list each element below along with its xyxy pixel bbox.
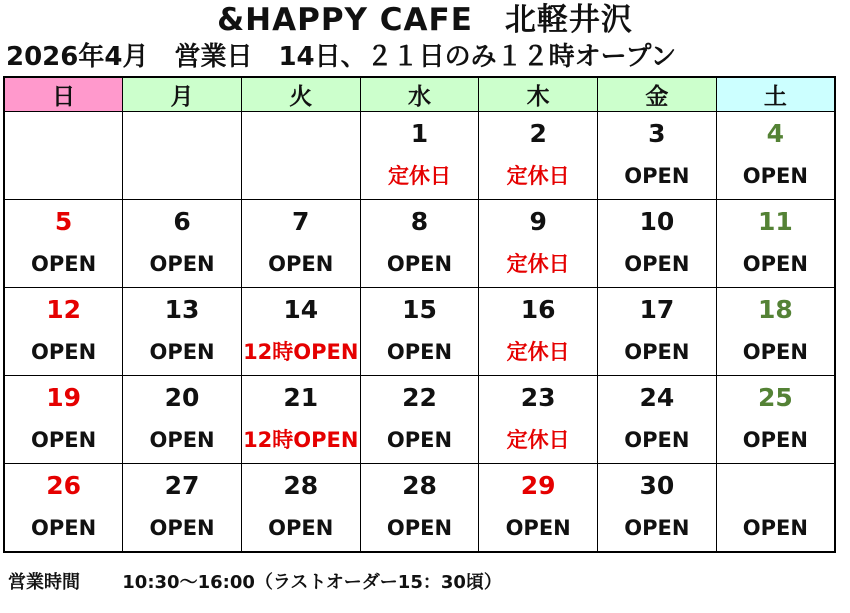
day-cell bbox=[598, 288, 717, 376]
day-cell bbox=[479, 464, 598, 553]
day-number: 13 bbox=[164, 295, 200, 325]
day-cell bbox=[4, 112, 123, 200]
day-cell bbox=[716, 376, 835, 464]
day-status: OPEN bbox=[742, 516, 808, 541]
day-number: 30 bbox=[639, 471, 675, 501]
day-number: 22 bbox=[402, 383, 437, 413]
day-number: 21 bbox=[283, 383, 319, 413]
page-title: &HAPPY CAFE 北軽井沢 bbox=[217, 2, 633, 38]
day-number: 27 bbox=[164, 471, 200, 501]
day-number: 17 bbox=[639, 295, 675, 325]
business-hours-label: 営業時間 bbox=[8, 572, 80, 594]
day-status: OPEN bbox=[742, 252, 808, 277]
day-status: OPEN bbox=[624, 252, 690, 277]
day-cell bbox=[716, 288, 835, 376]
day-number: 12 bbox=[46, 295, 81, 325]
day-status: OPEN bbox=[624, 516, 690, 541]
day-status: OPEN bbox=[624, 164, 690, 189]
day-number: 28 bbox=[402, 471, 437, 501]
day-status: 定休日 bbox=[387, 164, 451, 189]
day-cell bbox=[123, 112, 242, 200]
weekday-header-3: 火 bbox=[241, 77, 360, 112]
day-number: 4 bbox=[766, 119, 785, 149]
day-cell bbox=[4, 464, 123, 553]
day-cell bbox=[123, 376, 242, 464]
calendar-subtitle: 2026年4月 営業日 14日、２１日のみ１２時オープン bbox=[6, 42, 677, 73]
day-status: 12時OPEN bbox=[243, 428, 359, 453]
business-hours bbox=[8, 568, 850, 594]
day-cell bbox=[241, 112, 360, 200]
day-number: 14 bbox=[283, 295, 319, 325]
day-status: OPEN bbox=[386, 252, 453, 277]
day-cell bbox=[123, 464, 242, 553]
calendar-table bbox=[3, 76, 836, 553]
day-status: 定休日 bbox=[506, 252, 570, 277]
calendar-week-4 bbox=[4, 376, 835, 464]
day-cell bbox=[716, 200, 835, 288]
day-cell bbox=[479, 112, 598, 200]
day-number: 11 bbox=[757, 207, 793, 237]
weekday-header-1: 日 bbox=[4, 77, 123, 112]
weekday-header-5: 木 bbox=[479, 77, 598, 112]
day-status: OPEN bbox=[268, 516, 334, 541]
day-status: OPEN bbox=[624, 428, 690, 453]
day-number: 25 bbox=[757, 383, 793, 413]
day-status: OPEN bbox=[386, 340, 453, 365]
calendar-week-5 bbox=[4, 464, 835, 553]
day-cell bbox=[360, 288, 479, 376]
day-number: 18 bbox=[757, 295, 793, 325]
day-status: 定休日 bbox=[506, 164, 570, 189]
day-cell bbox=[4, 200, 123, 288]
day-status: OPEN bbox=[386, 516, 453, 541]
day-number: 1 bbox=[410, 119, 429, 149]
day-number bbox=[123, 121, 241, 147]
day-status: OPEN bbox=[31, 252, 97, 277]
day-status: OPEN bbox=[31, 340, 97, 365]
weekday-header-row bbox=[4, 77, 835, 112]
day-cell bbox=[479, 288, 598, 376]
day-cell bbox=[716, 112, 835, 200]
day-status: 定休日 bbox=[506, 340, 570, 365]
day-status: OPEN bbox=[742, 340, 808, 365]
business-hours-value: 10:30～16:00（ラストオーダー15：30頃） bbox=[122, 572, 502, 594]
day-cell bbox=[598, 200, 717, 288]
day-cell bbox=[598, 464, 717, 553]
day-number bbox=[717, 473, 834, 499]
calendar-week-1 bbox=[4, 112, 835, 200]
day-status: OPEN bbox=[742, 164, 808, 189]
day-number: 7 bbox=[292, 207, 310, 237]
day-number: 28 bbox=[283, 471, 319, 501]
day-number: 19 bbox=[46, 383, 81, 413]
weekday-header-6: 金 bbox=[598, 77, 717, 112]
calendar-week-3 bbox=[4, 288, 835, 376]
calendar-week-2 bbox=[4, 200, 835, 288]
day-cell bbox=[241, 376, 360, 464]
day-number: 16 bbox=[520, 295, 556, 325]
day-number: 15 bbox=[402, 295, 437, 325]
day-number: 3 bbox=[648, 119, 666, 149]
day-status: OPEN bbox=[31, 516, 97, 541]
day-number: 20 bbox=[164, 383, 200, 413]
day-cell bbox=[360, 464, 479, 553]
day-number bbox=[242, 121, 360, 147]
day-cell bbox=[123, 200, 242, 288]
day-status: OPEN bbox=[149, 340, 215, 365]
day-cell bbox=[241, 200, 360, 288]
day-status: OPEN bbox=[149, 516, 215, 541]
day-status: OPEN bbox=[386, 428, 453, 453]
day-cell bbox=[123, 288, 242, 376]
day-number: 8 bbox=[410, 207, 429, 237]
day-number: 2 bbox=[529, 119, 547, 149]
day-cell bbox=[241, 464, 360, 553]
day-cell bbox=[598, 112, 717, 200]
day-cell bbox=[360, 200, 479, 288]
day-status: OPEN bbox=[742, 428, 808, 453]
day-status: OPEN bbox=[149, 252, 215, 277]
day-cell bbox=[598, 376, 717, 464]
day-status: 12時OPEN bbox=[243, 340, 359, 365]
day-number: 26 bbox=[46, 471, 81, 501]
day-status: OPEN bbox=[624, 340, 690, 365]
day-number: 29 bbox=[520, 471, 556, 501]
day-number: 6 bbox=[173, 207, 191, 237]
day-cell bbox=[479, 200, 598, 288]
day-status: OPEN bbox=[149, 428, 215, 453]
day-cell bbox=[4, 376, 123, 464]
day-number bbox=[5, 121, 122, 147]
day-status: OPEN bbox=[268, 252, 334, 277]
day-number: 9 bbox=[529, 207, 547, 237]
day-status: OPEN bbox=[505, 516, 571, 541]
day-cell bbox=[360, 376, 479, 464]
weekday-header-2: 月 bbox=[123, 77, 242, 112]
day-cell bbox=[360, 112, 479, 200]
cafe-calendar-page bbox=[0, 2, 850, 613]
day-number: 5 bbox=[54, 207, 73, 237]
day-cell bbox=[4, 288, 123, 376]
day-status: 定休日 bbox=[506, 428, 570, 453]
day-cell bbox=[241, 288, 360, 376]
weekday-header-4: 水 bbox=[360, 77, 479, 112]
calendar-body bbox=[4, 112, 835, 553]
day-number: 23 bbox=[520, 383, 556, 413]
day-cell bbox=[479, 376, 598, 464]
day-status: OPEN bbox=[31, 428, 97, 453]
weekday-header-7: 土 bbox=[716, 77, 835, 112]
day-cell bbox=[716, 464, 835, 553]
day-number: 10 bbox=[639, 207, 675, 237]
day-number: 24 bbox=[639, 383, 675, 413]
